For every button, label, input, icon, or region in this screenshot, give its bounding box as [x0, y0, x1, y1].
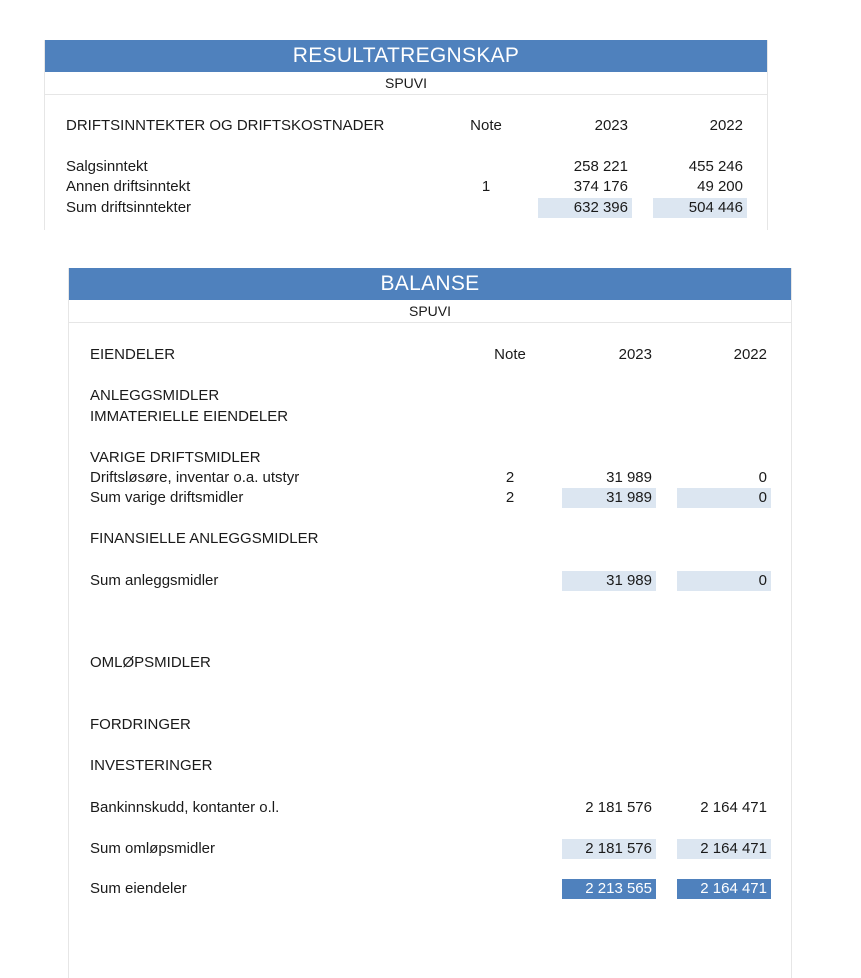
- balance-row-sum-omlopsmidler: [69, 839, 791, 859]
- row-value-2023: 258 221: [573, 158, 628, 175]
- income-year-2022-heading: 2022: [709, 117, 743, 134]
- row-value-2022: 49 200: [697, 178, 743, 195]
- row-value-2022: 0: [677, 571, 771, 591]
- heading-omlopsmidler: OMLØPSMIDLER: [90, 654, 211, 671]
- row-label: Salgsinntekt: [66, 158, 148, 175]
- row-label: Driftsløsøre, inventar o.a. utstyr: [90, 469, 300, 486]
- row-label: Annen driftsinntekt: [66, 178, 191, 195]
- row-value-2023: 2 213 565: [562, 879, 656, 899]
- row-value-2023: 632 396: [538, 198, 632, 218]
- row-label: Sum eiendeler: [90, 880, 187, 897]
- balance-year-2023-heading: 2023: [618, 346, 652, 363]
- balance-row-bankinnskudd: [69, 798, 791, 818]
- row-note: 2: [505, 469, 515, 486]
- row-value-2023: 2 181 576: [585, 799, 652, 816]
- heading-fordringer: FORDRINGER: [90, 716, 191, 733]
- balance-note-heading: Note: [494, 346, 526, 363]
- row-label: Sum omløpsmidler: [90, 840, 216, 857]
- balance-year-2022-heading: 2022: [733, 346, 767, 363]
- income-row-salgsinntekt: [45, 157, 767, 177]
- row-value-2022: 2 164 471: [677, 839, 771, 859]
- row-note: 2: [505, 489, 515, 506]
- row-label: Sum driftsinntekter: [66, 199, 192, 216]
- row-value-2022: 2 164 471: [677, 879, 771, 899]
- balance-sheet-panel: [68, 268, 792, 978]
- heading-varige-driftsmidler: VARIGE DRIFTSMIDLER: [90, 449, 261, 466]
- row-note: 1: [481, 178, 491, 195]
- balance-row-driftslosore: [69, 468, 791, 488]
- heading-anleggsmidler: ANLEGGSMIDLER: [90, 387, 220, 404]
- balance-row-sum-eiendeler: [69, 879, 791, 899]
- income-statement-title: RESULTATREGNSKAP: [45, 40, 767, 72]
- row-label: Bankinnskudd, kontanter o.l.: [90, 799, 280, 816]
- heading-immaterielle-eiendeler: IMMATERIELLE EIENDELER: [90, 408, 289, 425]
- income-statement-panel: [44, 40, 768, 230]
- row-label: Sum anleggsmidler: [90, 572, 219, 589]
- balance-header-row: [69, 345, 791, 365]
- income-company-name: SPUVI: [45, 72, 767, 95]
- balance-row-sum-varige-driftsmidler: [69, 488, 791, 508]
- income-row-sum-driftsinntekter: [45, 198, 767, 218]
- balance-section-heading: EIENDELER: [90, 346, 176, 363]
- income-row-annen-driftsinntekt: [45, 177, 767, 197]
- balance-company-name: SPUVI: [69, 300, 791, 323]
- row-value-2023: 2 181 576: [562, 839, 656, 859]
- row-value-2022: 0: [677, 488, 771, 508]
- heading-investeringer: INVESTERINGER: [90, 757, 213, 774]
- row-value-2022: 504 446: [653, 198, 747, 218]
- income-note-heading: Note: [470, 117, 502, 134]
- row-value-2022: 455 246: [688, 158, 743, 175]
- heading-finansielle-anleggsmidler: FINANSIELLE ANLEGGSMIDLER: [90, 530, 319, 547]
- income-header-row: [45, 116, 767, 136]
- row-value-2022: 0: [758, 469, 767, 486]
- row-value-2023: 31 989: [562, 571, 656, 591]
- row-value-2023: 374 176: [573, 178, 628, 195]
- row-value-2023: 31 989: [606, 469, 652, 486]
- row-value-2023: 31 989: [562, 488, 656, 508]
- income-section-heading: DRIFTSINNTEKTER OG DRIFTSKOSTNADER: [66, 117, 385, 134]
- income-year-2023-heading: 2023: [594, 117, 628, 134]
- balance-sheet-title: BALANSE: [69, 268, 791, 300]
- row-value-2022: 2 164 471: [700, 799, 767, 816]
- row-label: Sum varige driftsmidler: [90, 489, 244, 506]
- balance-row-sum-anleggsmidler: [69, 571, 791, 591]
